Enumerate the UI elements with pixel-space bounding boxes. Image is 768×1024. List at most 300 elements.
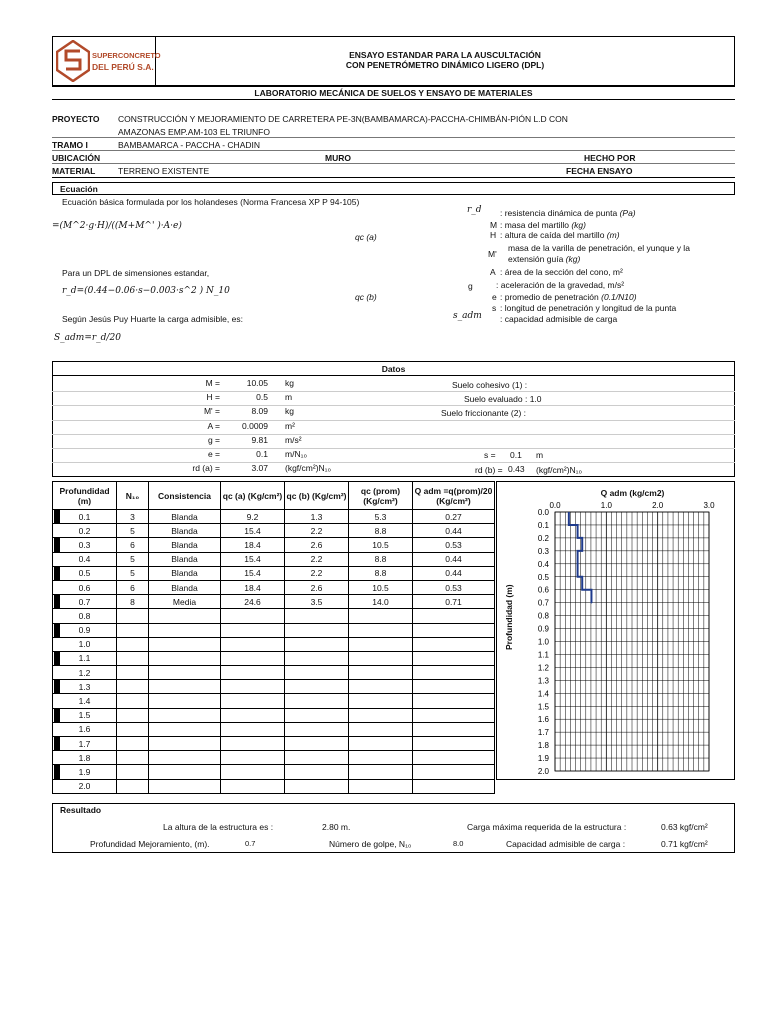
legend-desc: : capacidad admisible de carga [500, 314, 618, 324]
column-header: qc (b) (Kg/cm²) [285, 482, 349, 510]
depth-value: 0.7 [78, 596, 91, 607]
table-cell [285, 609, 349, 623]
table-cell: 0.44 [413, 524, 495, 538]
table-cell [117, 666, 149, 680]
table-cell: 5 [117, 566, 149, 580]
tramo-label: TRAMO I [52, 140, 88, 150]
y-tick-label: 1.0 [537, 637, 549, 647]
rule [52, 177, 735, 178]
doc-title-2: CON PENETRÓMETRO DINÁMICO LIGERO (DPL) [345, 60, 545, 70]
table-cell [149, 637, 221, 651]
x-tick-label: 0.0 [549, 501, 561, 510]
depth-cell [53, 722, 117, 736]
ubicacion-label: UBICACIÓN [52, 153, 101, 163]
table-cell [149, 765, 221, 779]
s-unit: m [536, 450, 544, 460]
table-row [53, 524, 495, 538]
table-cell: Blanda [149, 510, 221, 524]
depth-value: 1.9 [78, 766, 91, 777]
material-label: MATERIAL [52, 166, 96, 176]
table-cell: Blanda [149, 552, 221, 566]
datos-value: 8.09 [251, 406, 268, 417]
table-cell: Blanda [149, 524, 221, 538]
cap-label: Capacidad admisible de carga : [506, 839, 626, 849]
legend-sym: A [490, 267, 496, 277]
y-tick-label: 1.1 [537, 650, 549, 660]
table-cell: 2.6 [285, 580, 349, 594]
depth-cell [53, 510, 117, 524]
table-cell [349, 637, 413, 651]
depth-marker [54, 553, 60, 567]
chart-ylabel: Profundidad (m) [504, 584, 514, 650]
depth-marker [54, 538, 60, 552]
table-cell: 0.27 [413, 510, 495, 524]
depth-value: 0.2 [78, 525, 91, 536]
depth-marker [54, 680, 60, 694]
datos-title: Datos [381, 364, 406, 374]
table-cell [349, 722, 413, 736]
rule [52, 391, 735, 392]
y-tick-label: 1.6 [537, 715, 549, 725]
proyecto-line-2: AMAZONAS EMP.AM-103 EL TRIUNFO [118, 127, 270, 137]
table-cell [221, 666, 285, 680]
rdb-label: rd (b) = [475, 465, 503, 475]
table-row [53, 595, 495, 609]
y-tick-label: 0.6 [537, 585, 549, 595]
depth-cell [53, 765, 117, 779]
material-value: TERRENO EXISTENTE [118, 166, 210, 176]
table-cell [117, 680, 149, 694]
carga-value: 0.63 kgf/cm² [661, 822, 708, 832]
table-cell: 0.44 [413, 566, 495, 580]
prof-value: 0.7 [245, 839, 256, 848]
depth-marker [54, 737, 60, 751]
table-cell [413, 765, 495, 779]
depth-cell [53, 637, 117, 651]
depth-marker [54, 694, 60, 708]
ecuacion-intro: Ecuación básica formulada por los holandeses (Norma Francesa XP P 94-105) [62, 197, 360, 207]
rule [52, 194, 735, 195]
table-cell [285, 637, 349, 651]
muro-label: MURO [325, 153, 351, 163]
table-cell [349, 680, 413, 694]
table-cell: Media [149, 595, 221, 609]
rule [52, 99, 735, 100]
column-header: Q adm =q(prom)/20 (Kg/cm²) [413, 482, 495, 510]
table-row [53, 765, 495, 779]
table-cell [413, 779, 495, 793]
table-cell [149, 666, 221, 680]
depth-marker [54, 510, 60, 524]
suelo-evaluado: Suelo evaluado : 1.0 [464, 394, 542, 404]
depth-cell [53, 708, 117, 722]
table-cell [413, 708, 495, 722]
depth-cell [53, 552, 117, 566]
table-cell [117, 751, 149, 765]
qadm-point [577, 576, 579, 578]
huarte-text: Según Jesús Puy Huarte la carga admisible, es: [62, 314, 243, 324]
depth-value: 1.1 [78, 653, 91, 664]
table-cell [413, 666, 495, 680]
company-logo [56, 40, 90, 82]
depth-value: 0.8 [78, 610, 91, 621]
qc-a-label: qc (a) [355, 232, 377, 242]
table-cell [285, 765, 349, 779]
penetration-table [52, 481, 495, 794]
altura-label: La altura de la estructura es : [163, 822, 274, 832]
table-cell [285, 722, 349, 736]
depth-value: 1.0 [78, 639, 91, 650]
table-header-row [53, 482, 495, 510]
table-cell [285, 623, 349, 637]
table-cell: 0.53 [413, 538, 495, 552]
table-cell: 15.4 [221, 566, 285, 580]
column-header: qc (prom) (Kg/cm²) [349, 482, 413, 510]
datos-unit: (kgf/cm²)N₁₀ [285, 463, 332, 474]
legend-desc: extensión guía (kg) [508, 254, 581, 264]
depth-value: 2.0 [78, 781, 91, 792]
table-cell [285, 666, 349, 680]
datos-unit: m [285, 392, 293, 403]
datos-unit: m/N₁₀ [285, 449, 307, 459]
legend-sym: M [490, 220, 498, 230]
legend-desc: : longitud de penetración y longitud de la punta [500, 303, 677, 313]
rule [52, 137, 735, 138]
suelo-cohesivo: Suelo cohesivo (1) : [452, 380, 528, 390]
table-cell [413, 623, 495, 637]
qadm-point [568, 524, 570, 526]
depth-cell [53, 538, 117, 552]
depth-cell [53, 609, 117, 623]
y-tick-label: 0.1 [537, 520, 549, 530]
table-cell [349, 765, 413, 779]
depth-marker [54, 780, 60, 794]
depth-value: 0.4 [78, 554, 91, 565]
chart-title: Q adm (kg/cm2) [600, 488, 665, 498]
table-cell [413, 722, 495, 736]
y-tick-label: 1.9 [537, 754, 549, 764]
x-tick-label: 3.0 [703, 501, 715, 510]
suelo-friccionante: Suelo friccionante (2) : [441, 408, 527, 418]
depth-cell [53, 666, 117, 680]
datos-label: rd (a) = [192, 463, 220, 474]
depth-cell [53, 751, 117, 765]
table-cell: 9.2 [221, 510, 285, 524]
table-cell [221, 651, 285, 665]
qadm-point [591, 602, 593, 604]
legend-desc: : área de la sección del cono, m² [500, 267, 623, 277]
legend-desc: : masa del martillo (kg) [500, 220, 586, 230]
table-cell [285, 651, 349, 665]
datos-value: 0.1 [256, 449, 268, 459]
table-cell [349, 666, 413, 680]
depth-value: 0.6 [78, 582, 91, 593]
qadm-point [581, 550, 583, 552]
legend-sym: s [492, 303, 497, 313]
table-cell [117, 765, 149, 779]
depth-cell [53, 737, 117, 751]
table-cell [117, 779, 149, 793]
rule [52, 163, 735, 164]
table-cell [349, 651, 413, 665]
s-label: s = [484, 450, 496, 460]
table-cell: 8.8 [349, 552, 413, 566]
rule [52, 462, 735, 463]
table-cell [149, 651, 221, 665]
table-row [53, 609, 495, 623]
table-row [53, 737, 495, 751]
table-row [53, 510, 495, 524]
table-cell [413, 651, 495, 665]
proyecto-label: PROYECTO [52, 114, 100, 124]
y-tick-label: 1.8 [537, 741, 549, 751]
tramo-value: BAMBAMARCA - PACCHA - CHADIN [118, 140, 261, 150]
table-cell [117, 637, 149, 651]
table-cell: 0.44 [413, 552, 495, 566]
qadm-series-line [569, 512, 592, 603]
y-tick-label: 0.5 [537, 572, 549, 582]
depth-value: 0.1 [78, 511, 91, 522]
column-header: Profundidad (m) [53, 482, 117, 510]
table-cell [221, 779, 285, 793]
table-row [53, 651, 495, 665]
rule [52, 86, 735, 87]
rdb-value: 0.43 [508, 464, 525, 474]
table-cell: 18.4 [221, 538, 285, 552]
table-cell [285, 694, 349, 708]
table-cell [413, 637, 495, 651]
legend-desc: : promedio de penetración (0.1/N10) [500, 292, 637, 302]
table-cell: 3.5 [285, 595, 349, 609]
table-row [53, 751, 495, 765]
datos-value: 3.07 [251, 463, 268, 474]
table-cell [413, 737, 495, 751]
table-cell: 1.3 [285, 510, 349, 524]
table-cell: 15.4 [221, 524, 285, 538]
proyecto-line-1: CONSTRUCCIÓN Y MEJORAMIENTO DE CARRETERA PE-3N(BAMBAMARCA)-PACCHA-CHIMBÁN-PIÓN L.D CON [118, 114, 568, 124]
table-cell: 14.0 [349, 595, 413, 609]
depth-cell [53, 524, 117, 538]
table-cell [149, 751, 221, 765]
datos-value: 0.0009 [242, 420, 268, 431]
table-row [53, 779, 495, 793]
table-cell [221, 694, 285, 708]
legend-desc: : aceleración de la gravedad, m/s² [496, 280, 625, 290]
table-cell: 5 [117, 552, 149, 566]
table-cell: 24.6 [221, 595, 285, 609]
table-cell [221, 609, 285, 623]
depth-value: 1.6 [78, 724, 91, 735]
depth-value: 1.7 [78, 738, 91, 749]
y-tick-label: 1.2 [537, 663, 549, 673]
logo-text-2: DEL PERÚ S.A. [92, 62, 154, 72]
table-row [53, 623, 495, 637]
golpe-label: Número de golpe, N₁₀ [329, 839, 412, 849]
column-header: N₁₀ [117, 482, 149, 510]
table-cell: 6 [117, 580, 149, 594]
depth-marker [54, 609, 60, 623]
table-cell: 2.2 [285, 566, 349, 580]
datos-label: e = [207, 449, 220, 459]
table-cell [221, 737, 285, 751]
depth-value: 1.8 [78, 752, 91, 763]
table-row [53, 580, 495, 594]
y-tick-label: 0.2 [537, 533, 549, 543]
depth-marker [54, 666, 60, 680]
table-cell [349, 751, 413, 765]
altura-value: 2.80 m. [322, 822, 351, 832]
datos-label: A = [207, 420, 220, 431]
table-cell [285, 680, 349, 694]
depth-cell [53, 623, 117, 637]
golpe-value: 8.0 [453, 839, 464, 848]
dpl-text: Para un DPL de simensiones estandar, [62, 268, 210, 278]
depth-value: 0.5 [78, 568, 91, 579]
resultado-title: Resultado [60, 805, 102, 815]
table-cell [413, 694, 495, 708]
table-cell: 10.5 [349, 538, 413, 552]
legend-sym: g [468, 281, 473, 291]
table-cell [349, 609, 413, 623]
table-cell [349, 694, 413, 708]
depth-marker [54, 765, 60, 779]
table-cell [349, 623, 413, 637]
table-row [53, 708, 495, 722]
formula-rd: =(M^2·g·H)/((M+M^' )·A·e) [52, 221, 182, 231]
rdb-unit: (kgf/cm²)N₁₀ [536, 465, 583, 475]
hecho-por-label: HECHO POR [584, 153, 636, 163]
table-cell [221, 680, 285, 694]
y-tick-label: 0.0 [537, 508, 549, 517]
table-cell [149, 708, 221, 722]
rule [52, 434, 735, 435]
table-cell [285, 737, 349, 751]
y-tick-label: 0.8 [537, 611, 549, 621]
datos-value: 0.5 [256, 392, 268, 403]
ecuacion-title: Ecuación [60, 184, 98, 194]
table-cell [221, 765, 285, 779]
datos-label: M' = [203, 406, 220, 417]
formula-sadm: S_adm=r_d/20 [54, 333, 121, 343]
qadm-point [577, 563, 579, 565]
table-cell: 8.8 [349, 566, 413, 580]
legend-sym: s_adm [453, 311, 482, 321]
datos-label: H = [206, 392, 220, 403]
qadm-point [577, 537, 579, 539]
rule [52, 375, 735, 376]
table-cell [349, 708, 413, 722]
table-cell [349, 737, 413, 751]
legend-sym: H [490, 230, 497, 240]
depth-marker [54, 581, 60, 595]
carga-label: Carga máxima requerida de la estructura : [467, 822, 627, 832]
depth-marker [54, 723, 60, 737]
column-header: qc (a) (Kg/cm²) [221, 482, 285, 510]
table-cell: 10.5 [349, 580, 413, 594]
datos-label: g = [207, 434, 220, 445]
table-row [53, 637, 495, 651]
datos-label: M = [205, 378, 220, 388]
depth-value: 1.2 [78, 667, 91, 678]
table-cell [413, 609, 495, 623]
depth-value: 1.5 [78, 710, 91, 721]
table-cell [221, 722, 285, 736]
rule [52, 405, 735, 406]
formula-dpl: r_d=(0.44−0.06·s−0.003·s^2 ) N_10 [62, 286, 230, 296]
depth-value: 1.4 [78, 696, 91, 707]
table-cell [117, 651, 149, 665]
depth-marker [54, 638, 60, 652]
y-tick-label: 1.3 [537, 676, 549, 686]
table-row [53, 666, 495, 680]
table-cell [285, 708, 349, 722]
depth-value: 0.9 [78, 625, 91, 636]
depth-marker [54, 567, 60, 581]
table-cell [117, 694, 149, 708]
fecha-ensayo-label: FECHA ENSAYO [566, 166, 633, 176]
datos-unit: kg [285, 406, 294, 417]
datos-value: 9.81 [251, 434, 268, 445]
table-cell: 2.2 [285, 552, 349, 566]
table-cell: 5 [117, 524, 149, 538]
depth-cell [53, 694, 117, 708]
cap-value: 0.71 kgf/cm² [661, 839, 708, 849]
table-row [53, 566, 495, 580]
y-tick-label: 0.3 [537, 546, 549, 556]
table-cell [349, 779, 413, 793]
table-cell: 8 [117, 595, 149, 609]
table-cell [149, 737, 221, 751]
doc-title-1: ENSAYO ESTANDAR PARA LA AUSCULTACIÓN [349, 50, 541, 60]
table-cell [221, 708, 285, 722]
table-cell [413, 751, 495, 765]
table-cell [117, 609, 149, 623]
table-cell: 0.53 [413, 580, 495, 594]
table-cell [149, 623, 221, 637]
table-cell: 3 [117, 510, 149, 524]
y-tick-label: 0.9 [537, 624, 549, 634]
legend-desc: masa de la varilla de penetración, el yunque y la [508, 243, 690, 253]
depth-marker [54, 524, 60, 538]
table-cell [149, 694, 221, 708]
table-cell [221, 751, 285, 765]
table-row [53, 552, 495, 566]
table-cell: Blanda [149, 566, 221, 580]
depth-marker [54, 652, 60, 666]
depth-marker [54, 624, 60, 638]
table-cell [413, 680, 495, 694]
table-cell: 15.4 [221, 552, 285, 566]
table-cell: 2.6 [285, 538, 349, 552]
table-cell: Blanda [149, 538, 221, 552]
qadm-chart [498, 498, 732, 778]
depth-value: 1.3 [78, 681, 91, 692]
y-tick-label: 0.7 [537, 598, 549, 608]
y-tick-label: 1.4 [537, 689, 549, 699]
table-row [53, 538, 495, 552]
table-cell [149, 722, 221, 736]
depth-cell [53, 779, 117, 793]
table-cell [149, 680, 221, 694]
table-cell: 5.3 [349, 510, 413, 524]
table-row [53, 680, 495, 694]
table-cell [149, 609, 221, 623]
legend-sym: e [492, 292, 497, 302]
y-tick-label: 1.5 [537, 702, 549, 712]
x-tick-label: 2.0 [652, 501, 664, 510]
depth-marker [54, 595, 60, 609]
datos-unit: kg [285, 378, 294, 388]
